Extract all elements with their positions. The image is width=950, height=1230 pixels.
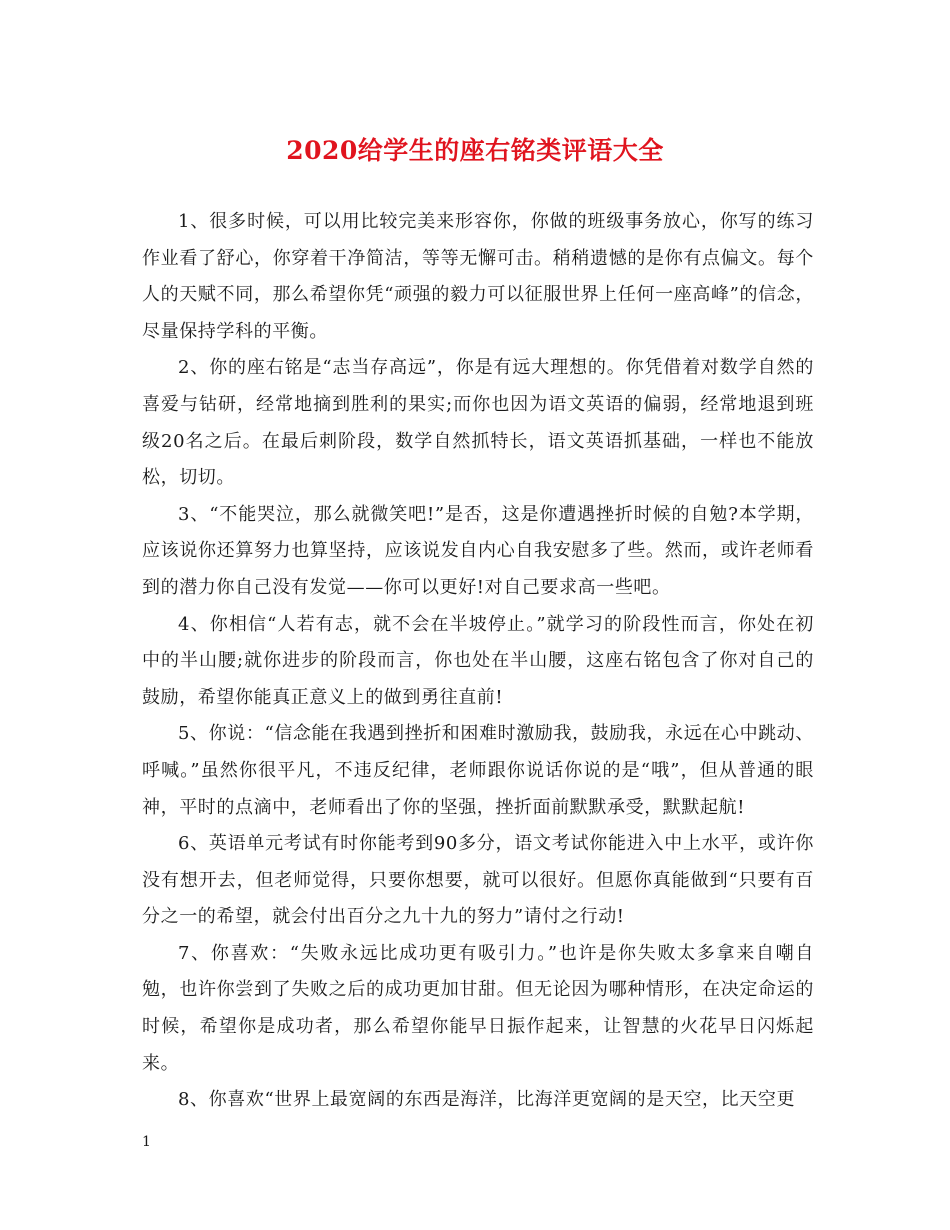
paragraph-7: 7、你喜欢：“失败永远比成功更有吸引力。”也许是你失败太多拿来自嘲自勉，也许你尝到了失败之后的成功更加甘甜。但无论因为哪种情形，在决定命运的时候，希望你是成功者，那么希望你能早日振作起来，让智慧的火花早日闪烁起来。	[142, 942, 814, 1074]
paragraph-4: 4、你相信“人若有志，就不会在半坡停止。”就学习的阶段性而言，你处在初中的半山腰;就你进步的阶段而言，你也处在半山腰，这座右铭包含了你对自己的鼓励，希望你能真正意义上的做到勇往直前!	[142, 613, 814, 708]
paragraph-1: 1、很多时候，可以用比较完美来形容你，你做的班级事务放心，你写的练习作业看了舒心，你穿着干净简洁，等等无懈可击。稍稍遗憾的是你有点偏文。每个人的天赋不同，那么希望你凭“顽强的毅力可以征服世界上任何一座高峰”的信念，尽量保持学科的平衡。	[142, 211, 814, 342]
paragraph-8: 8、你喜欢“世界上最宽阔的东西是海洋，比海洋更宽阔的是天空，比天空更	[178, 1089, 796, 1111]
paragraph-6: 6、英语单元考试有时你能考到90多分，语文考试你能进入中上水平，或许你没有想开去，但老师觉得，只要你想要，就可以很好。但愿你真能做到“只要有百分之一的希望，就会付出百分之九十九的努力”请付之行动!	[142, 833, 814, 928]
document-body	[142, 204, 814, 1119]
paragraph-5: 5、你说：“信念能在我遇到挫折和困难时激励我，鼓励我，永远在心中跳动、呼喊。”虽然你很平凡，不违反纪律，老师跟你说话你说的是“哦”，但从普通的眼神，平时的点滴中，老师看出了你的坚强，挫折面前默默承受，默默起航!	[142, 723, 814, 818]
paragraph-3: 3、“不能哭泣，那么就微笑吧!”是否，这是你遭遇挫折时候的自勉?本学期，应该说你还算努力也算坚持，应该说发自内心自我安慰多了些。然而，或许老师看到的潜力你自己没有发觉——你可以更好!对自己要求高一些吧。	[142, 503, 814, 598]
paragraph-2: 2、你的座右铭是“志当存高远”，你是有远大理想的。你凭借着对数学自然的喜爱与钻研，经常地摘到胜利的果实;而你也因为语文英语的偏弱，经常地退到班级20名之后。在最后刺阶段，数学自然抓特长，语文英语抓基础，一样也不能放松，切切。	[142, 357, 814, 489]
page-number: 1	[142, 1134, 151, 1150]
document-title: 2020给学生的座右铭类评语大全	[286, 136, 664, 165]
